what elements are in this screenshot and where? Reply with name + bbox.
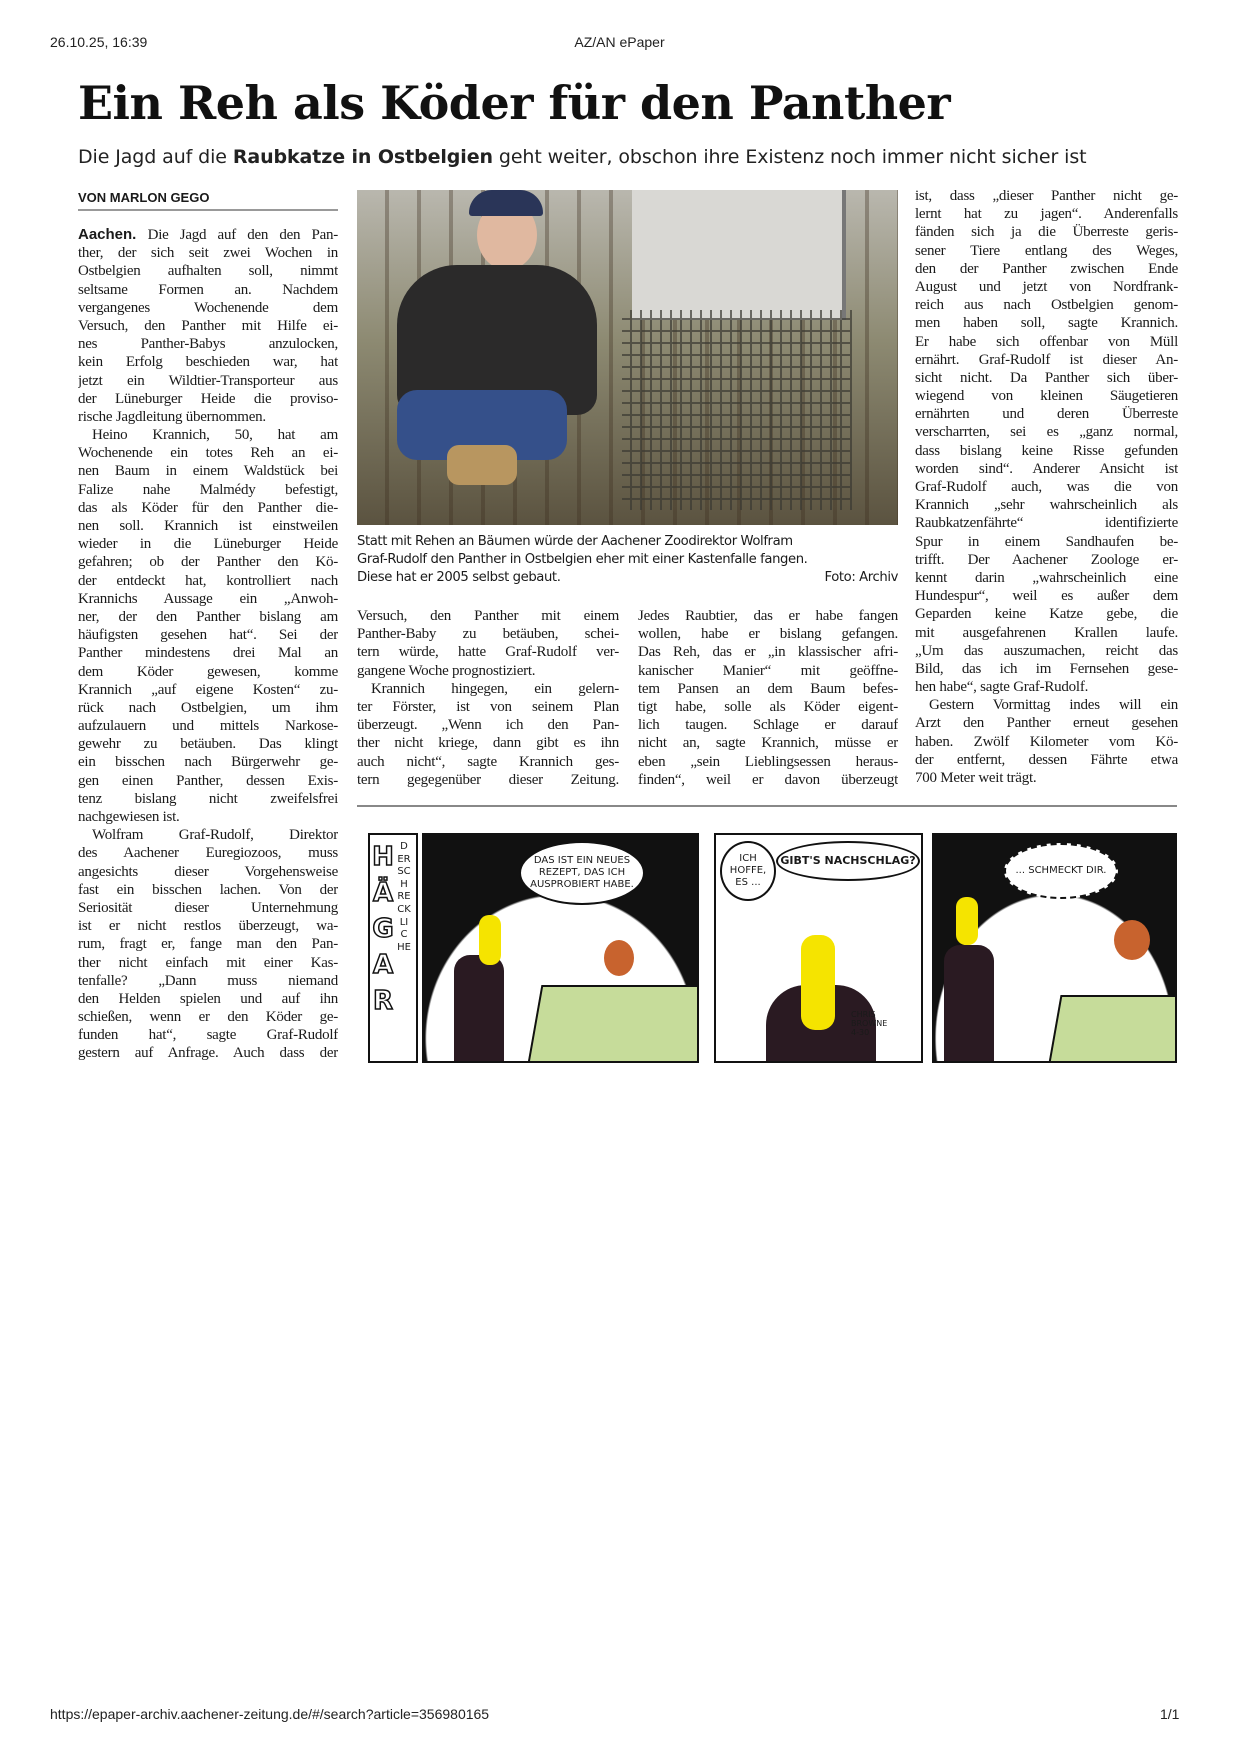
comic-helga: [944, 945, 994, 1061]
article-text-line: Panther-Baby zu betäuben, schei-: [357, 626, 619, 643]
article-text-line: Raubkatzenfährte“ identifizierte: [915, 515, 1178, 532]
comic-panel-1: [422, 833, 699, 1063]
article-text-line: dem Köder gewesen, komme: [78, 663, 338, 680]
article-text-line: nicht an, sagte Krannich, müsse er: [638, 735, 898, 752]
print-url: https://epaper-archiv.aachener-zeitung.de/#/search?article=356980165: [50, 1706, 490, 1722]
article-text-line: hen habe“, sagte Graf-Rudolf.: [915, 679, 1089, 696]
article-text-line: Krannich „auf eigene Kosten“ zu-: [78, 681, 338, 698]
comic-strip: [368, 833, 1177, 1061]
article-text-line: kanischer Manier“ mit geöffne-: [638, 662, 898, 679]
caption-line: Graf-Rudolf den Panther in Ostbelgien eher mit einer Kastenfalle fangen.: [357, 552, 808, 567]
article-text-line: 700 Meter weit trägt.: [915, 770, 1037, 786]
article-text-line: gen einen Panther, dessen Exis-: [78, 772, 338, 789]
article-text-line: Graf-Rudolf auch, was die von: [915, 479, 1178, 495]
article-text-line: gewehr zu betäuben. Das klingt: [78, 736, 338, 753]
article-text-line: [78, 226, 338, 244]
article-text-line: ist er nicht restlos überzeugt, wa-: [78, 918, 338, 935]
comic-table: [1047, 995, 1177, 1063]
byline: VON MARLON GEGO: [78, 190, 338, 211]
article-text-line: rück nach Ostbelgien, um ihm: [78, 699, 338, 716]
speech-bubble: ICH HOFFE, ES ...: [720, 841, 776, 901]
article-text-line: der entfernt, dessen Fährte etwa: [915, 751, 1178, 768]
article-text-line: ernährten und deren Überreste: [915, 406, 1178, 423]
article-column-3: [638, 607, 898, 789]
article-text-line: Heino Krannich, 50, hat am: [92, 427, 338, 444]
subheadline: [78, 146, 1087, 168]
comic-hagar-beard: [1114, 920, 1150, 960]
caption-line: Statt mit Rehen an Bäumen würde der Aachener Zoodirektor Wolfram: [357, 534, 793, 549]
article-text-line: worden sind“. Anderer Ansicht ist: [915, 460, 1178, 477]
comic-signature: CHRIS BROWNE 4-30: [851, 1010, 888, 1037]
speech-bubble: GIBT'S NACHSCHLAG?: [776, 841, 920, 881]
article-text-line: wieder in die Lüneburger Heide: [78, 536, 338, 553]
article-text-line: vergangenes Wochenende dem: [78, 299, 338, 316]
section-divider: [357, 805, 1177, 807]
article-text-line: überzeugt. „Wenn ich den Pan-: [357, 717, 619, 734]
article-text-line: Panther mindestens drei Mal an: [78, 645, 338, 662]
photo-cage-trap: [622, 310, 852, 510]
article-text-line: ther nicht einfach mit einer Kas-: [78, 954, 338, 971]
article-text-line: tigt habe, solle als Köder eigent-: [638, 698, 898, 715]
print-page-number: 1/1: [1160, 1706, 1180, 1722]
comic-helga-braid: [801, 935, 835, 1030]
article-text-line: lich taugen. Schlage er darauf: [638, 717, 898, 734]
article-text-line: gestern auf Anfrage. Auch dass der: [78, 1045, 338, 1062]
print-title: AZ/AN ePaper: [574, 34, 665, 50]
article-text-line: funden hat“, sagte Graf-Rudolf: [78, 1027, 338, 1044]
article-text-line: angesichts dieser Vorgehensweise: [78, 863, 338, 880]
article-text-line: ter Förster, ist von seinem Plan: [357, 698, 619, 715]
subhead-post: geht weiter, obschon ihre Existenz noch immer nicht sicher ist: [492, 146, 1087, 168]
article-text-line: aufzulauern und mittels Narkose-: [78, 718, 338, 735]
article-text-line: nen Baum in einem Waldstück bei: [78, 463, 338, 480]
article-text-line: Versuch, den Panther mit Hilfe ei-: [78, 317, 338, 334]
subhead-pre: Die Jagd auf die: [78, 146, 233, 168]
article-text-line: Geparden keine Katze gebe, die: [915, 606, 1178, 623]
article-text-line: tenz bislang nicht zweifelsfrei: [78, 790, 338, 807]
article-text-line: Spur in einem Sandhaufen be-: [915, 533, 1178, 550]
article-text-line: gangene Woche prognostiziert.: [357, 662, 536, 679]
article-text-line: nen soll. Krannich ist einstweilen: [78, 518, 338, 534]
article-text-line: trifft. Der Aachener Zoologe er-: [915, 551, 1178, 568]
comic-table: [527, 985, 699, 1063]
article-text-line: Gestern Vormittag indes will ein: [929, 697, 1178, 714]
comic-helga: [454, 955, 504, 1061]
article-text-line: reich aus nach Ostbelgien genom-: [915, 297, 1178, 314]
print-timestamp: 26.10.25, 16:39: [50, 34, 148, 50]
subhead-bold: Raubkatze in Ostbelgien: [232, 146, 493, 168]
article-text-line: fast ein bisschen lachen. Von der: [78, 881, 338, 898]
article-text: Die Jagd auf den den Pan-: [147, 227, 338, 243]
photo-credit: Foto: Archiv: [824, 570, 898, 585]
article-text-line: kennt darin „wahrscheinlich eine: [915, 569, 1178, 586]
article-text-line: der entdeckt hat, kontrolliert nach: [78, 572, 338, 589]
article-text-line: fänden sich ja die Überreste geris-: [915, 224, 1178, 241]
article-text-line: das als Köder für den Panther die-: [78, 499, 338, 516]
article-text-line: rische Jagdleitung übernommen.: [78, 408, 266, 425]
article-text-line: schießen, wenn er den Köder ge-: [78, 1009, 338, 1026]
article-text-line: Hundespur“, weil es außer dem: [915, 588, 1178, 605]
article-text-line: gefahren; ob der Panther den Kö-: [78, 554, 338, 571]
article-text-line: lernt hat zu jagen“. Anderenfalls: [915, 206, 1178, 223]
article-text-line: Wolfram Graf-Rudolf, Direktor: [92, 827, 338, 844]
article-text-line: ist, dass „dieser Panther nicht ge-: [915, 188, 1178, 204]
comic-title: HÄGAR: [372, 842, 394, 1016]
thought-bubble: ... SCHMECKT DIR.: [1004, 843, 1118, 899]
article-text-line: der Lüneburger Heide die proviso-: [78, 390, 338, 407]
article-text-line: Falize nahe Malmédy befestigt,: [78, 481, 338, 498]
caption-line: Diese hat er 2005 selbst gebaut.: [357, 570, 561, 585]
article-text-line: finden“, weil er davon überzeugt: [638, 771, 898, 788]
comic-helga-braid: [956, 897, 978, 945]
article-text-line: Ostbelgien aufhalten soll, nimmt: [78, 263, 338, 280]
article-text-line: haben. Zwölf Kilometer vom Kö-: [915, 733, 1178, 750]
article-column-4: [915, 187, 1178, 787]
comic-hagar-beard: [604, 940, 634, 976]
photo-sign-panel: [632, 190, 846, 320]
article-text-line: „Um das auszumachen, reicht das: [915, 642, 1178, 659]
article-text-line: des Aachener Euregiozoos, muss: [78, 845, 338, 862]
headline: Ein Reh als Köder für den Panther: [78, 76, 951, 130]
article-text-line: verscharrten, sei es „ganz normal,: [915, 424, 1178, 441]
article-text-line: Bild, das ich im Fernsehen gese-: [915, 660, 1178, 677]
article-text-line: kein Erfolg beschieden war, hat: [78, 354, 338, 371]
article-column-1: [78, 226, 338, 1063]
article-text-line: Das Reh, das er „in klassischer afri-: [638, 644, 898, 661]
article-text-line: Krannich hingegen, ein gelern-: [371, 680, 619, 697]
comic-panel-2: [714, 833, 923, 1063]
article-text-line: men haben soll, sagte Krannich.: [915, 315, 1178, 332]
article-text-line: häufigsten gesehen hat“. Sei der: [78, 627, 338, 644]
article-text-line: mit ausgefahrenen Krallen laufe.: [915, 624, 1178, 641]
article-text-line: Jedes Raubtier, das er habe fangen: [638, 608, 898, 624]
article-text-line: tern würde, hatte Graf-Rudolf ver-: [357, 644, 619, 661]
comic-title-panel: [368, 833, 418, 1063]
article-text-line: nachgewiesen ist.: [78, 809, 180, 825]
article-text-line: ernährt. Graf-Rudolf ist dieser An-: [915, 351, 1178, 368]
article-text-line: dass bislang keine Risse gefunden: [915, 442, 1178, 459]
article-text-line: ther nicht kriege, dann gibt es ihn: [357, 735, 619, 752]
caption-line-with-credit: [357, 569, 898, 587]
article-text-line: tenfalle? „Dann muss niemand: [78, 972, 338, 989]
article-text-line: Seriosität dieser Unternehmung: [78, 899, 338, 916]
speech-bubble: DAS IST EIN NEUES REZEPT, DAS ICH AUSPROBIERT HABE.: [519, 841, 645, 905]
article-text-line: tern gegegenüber dieser Zeitung.: [357, 771, 619, 788]
photo-caption: [357, 533, 898, 587]
article-text-line: Er habe sich offenbar von Müll: [915, 333, 1178, 350]
article-text-line: eben „sein Lieblingsessen heraus-: [638, 753, 898, 770]
article-text-line: Versuch, den Panther mit einem: [357, 608, 619, 624]
article-text-line: sicht nicht. Da Panther sich über-: [915, 369, 1178, 386]
comic-helga-braid: [479, 915, 501, 965]
article-text-line: ther, der sich seit zwei Wochen in: [78, 245, 338, 262]
photo-person-boots: [447, 445, 517, 485]
article-text-line: rum, fragt er, fange man den Pan-: [78, 936, 338, 953]
photo-person-cap: [469, 190, 543, 216]
article-text-line: ner, der den Panther bislang am: [78, 608, 338, 625]
article-text-line: Krannich „sehr wahrscheinlich als: [915, 497, 1178, 514]
article-text-line: wiegend von kleinen Säugetieren: [915, 388, 1178, 405]
article-text-line: jetzt ein Wildtier-Transporteur aus: [78, 372, 338, 389]
comic-panel-3: [932, 833, 1177, 1063]
article-text-line: seltsame Formen an. Nachdem: [78, 281, 338, 298]
dateline: Aachen.: [78, 226, 137, 243]
article-text-line: Wochenende ein totes Reh an ei-: [78, 445, 338, 462]
article-text-line: tem Pansen an dem Baum befes-: [638, 680, 898, 697]
article-text-line: sener Tiere entlang des Weges,: [915, 242, 1178, 259]
article-text-line: den Helden spielen und auf ihn: [78, 990, 338, 1007]
article-text-line: August und jetzt von Nordfrank-: [915, 278, 1178, 295]
article-text-line: Arzt den Panther erneut gesehen: [915, 715, 1178, 732]
article-text-line: auch nicht“, sagte Krannich ges-: [357, 753, 619, 770]
article-text-line: ein bisschen nach Bürgerwehr ge-: [78, 754, 338, 771]
comic-subtitle: DER SCHRECKLICHE: [397, 841, 411, 953]
article-photo: [357, 190, 898, 525]
article-text-line: nes Panther-Babys anzulocken,: [78, 336, 338, 353]
article-text-line: den der Panther zwischen Ende: [915, 260, 1178, 277]
article-text-line: wollen, habe er bislang gefangen.: [638, 626, 898, 643]
article-column-2: [357, 607, 619, 789]
article-text-line: Krannichs Aussage ein „Anwoh-: [78, 590, 338, 607]
